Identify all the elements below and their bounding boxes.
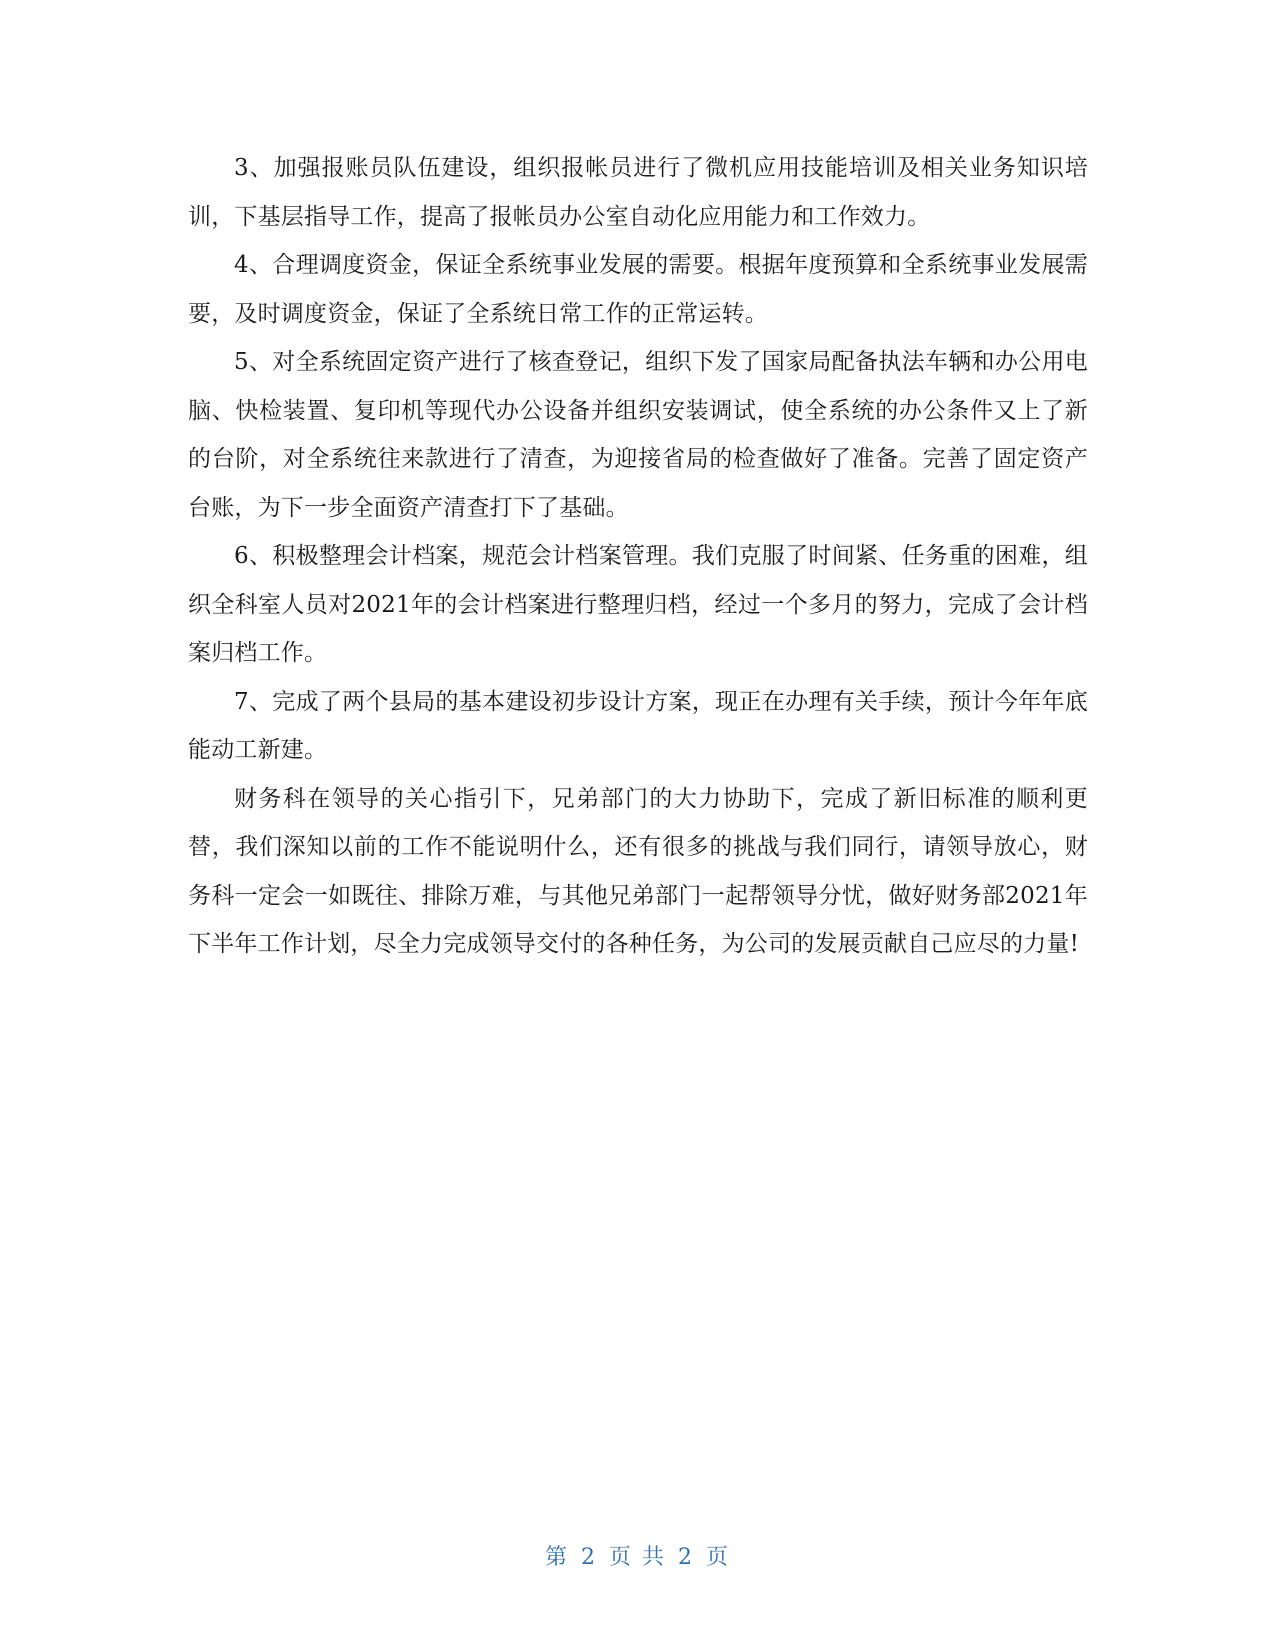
closing-paragraph: 财务科在领导的关心指引下，兄弟部门的大力协助下，完成了新旧标准的顺利更替，我们深知以前的工作不能说明什么，还有很多的挑战与我们同行，请领导放心，财务科一定会一如既往、排除万难，与其他兄弟部门一起帮领导分忧，做好财务部2021年下半年工作计划，尽全力完成领导交付的各种任务，为公司的发展贡献自己应尽的力量! [188,785,1088,957]
footer-suffix: 页 [706,1545,731,1570]
paragraph-item-5: 5、对全系统固定资产进行了核查登记，组织下发了国家局配备执法车辆和办公用电脑、快检装置、复印机等现代办公设备并组织安装调试，使全系统的办公条件又上了新的台阶，对全系统往来款进行了清查，为迎接省局的检查做好了准备。完善了固定资产台账，为下一步全面资产清查打下了基础。 [188,349,1088,521]
footer-prefix: 第 [544,1545,569,1570]
paragraph-item-4: 4、合理调度资金，保证全系统事业发展的需要。根据年度预算和全系统事业发展需要，及时调度资金，保证了全系统日常工作的正常运转。 [188,252,1088,327]
paragraph-item-6: 6、积极整理会计档案，规范会计档案管理。我们克服了时间紧、任务重的困难，组织全科室人员对2021年的会计档案进行整理归档，经过一个多月的努力，完成了会计档案归档工作。 [188,543,1088,666]
footer-total-pages: 2 [678,1545,694,1570]
footer-middle: 页 共 [609,1545,666,1570]
footer-current-page: 2 [581,1545,597,1570]
page-footer [0,1540,1275,1571]
document-body [188,144,1088,969]
paragraph-item-7: 7、完成了两个县局的基本建设初步设计方案，现正在办理有关手续，预计今年年底能动工新建。 [188,688,1088,763]
paragraph-item-3: 3、加强报账员队伍建设，组织报帐员进行了微机应用技能培训及相关业务知识培训，下基层指导工作，提高了报帐员办公室自动化应用能力和工作效力。 [188,155,1088,230]
